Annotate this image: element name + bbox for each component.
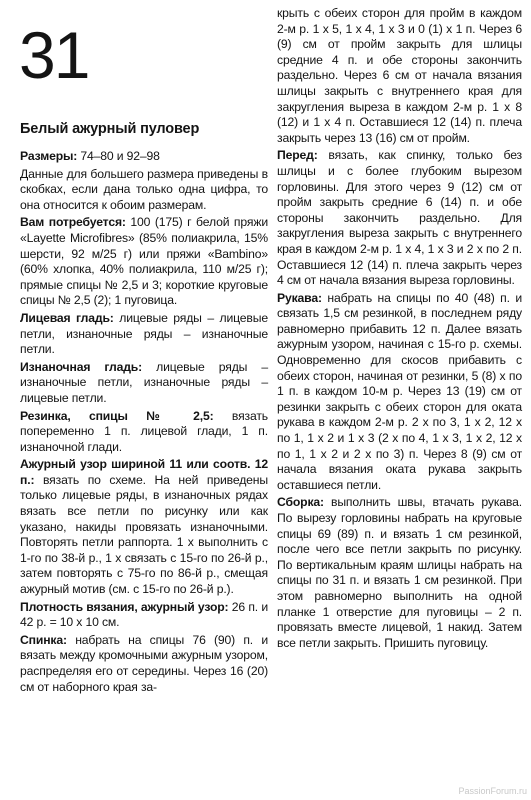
section-text: 100 (175) г белой пряжи «Layette Microfibres» (85% полиакрила, 15% шерсти, 92 м/25 г) или пряжи «Bambino» (60% хлопка, 40% полиакрила, 110 м/25 г); прямые спицы № 2,5 и 3; короткие круговые спицы № 2,5 (2); 1 пуговица. (20, 215, 268, 308)
section-text: набрать на спицы по 40 (48) п. и связать 1,5 см резинкой, в последнем ряду равномерно прибавить 12 п. Далее вязать ажурным узором, начиная с 15-го р. схемы. Одновременно для скосов прибавить с обеих сторон, начиная от резинки, 5 (8) х по 1 п. в каждом 10-м р. Через 13 (19) см от резинки закрыть с обеих сторон для оката рукава в каждом 2-м р. 2 х по 3, 1 х 2, 12 х по 1, 1 х 2 и 1 х 3 (2 х по 4, 1 х 3, 1 х 2, 12 х по 1, 1 х 2 и 2 х по 3) п. Через 8 (9) см от начала вязания оката рукава закрыть оставшиеся петли. (277, 290, 522, 492)
section-back (20, 633, 268, 695)
pattern-title: Белый ажурный пуловер (20, 121, 200, 137)
section-text: 74–80 и 92–98 (77, 149, 160, 163)
section-heading: Размеры: (20, 149, 78, 163)
pattern-number: 31 (19, 18, 89, 92)
section-text: вязать попеременно 1 п. лицевой глади, 1 п. изнаночной глади. (20, 408, 268, 454)
site-watermark: PassionForum.ru (458, 786, 527, 796)
right-column (277, 6, 522, 653)
left-column (20, 0, 268, 697)
section-back-continued (277, 6, 522, 146)
section-heading: Сборка: (277, 495, 324, 510)
section-front (277, 148, 522, 288)
section-reverse-stockinette (20, 360, 268, 407)
section-assembly (277, 495, 522, 651)
section-materials (20, 215, 268, 309)
section-text: набрать на спицы 76 (90) п. и вязать между кромочными ажурным узором, распределяя его от середины. Через 16 (20) см от наборного края за- (20, 632, 268, 694)
section-heading: Перед: (277, 148, 318, 163)
section-text: вязать, как спинку, только без шлицы и с более глубоким вырезом горловины. Для этого через 9 (12) см от пройм закрыть средние 6 (14) п. и обе стороны закончить раздельно. Для закругления выреза закрыть с внутреннего края в каждом 2-м р. 1 х 4, 1 х 3 и 2 х по 2 п. Оставшиеся 12 (14) п. плеча закрыть через 4 см от начала вязания выреза горловины. (277, 148, 522, 288)
section-heading: Изнаночная гладь: (20, 359, 143, 374)
section-heading: Ажурный узор шириной 11 или соотв. 12 п.: (20, 457, 268, 487)
section-text: лицевые ряды – изнаночные петли, изнаночные ряды – лицевые петли. (20, 359, 268, 405)
section-heading: Плотность вязания, ажурный узор: (20, 599, 229, 614)
section-text: выполнить швы, втачать рукава. По вырезу горловины набрать на круговые спицы 69 (89) п. и вязать 1 см резинкой, после чего все петли закрыть по рисунку. По вертикальным краям шлицы набрать на спицы по 31 п. и вязать 1 см резинкой. При этом равномерно выполнить на одной планке 1 отверстие для пуговицы – 2 п. провязать вместе лицевой, 1 накид. Затем все петли закрыть. Пришить пуговицу. (277, 495, 522, 650)
section-stockinette (20, 311, 268, 358)
section-sizes-note (20, 167, 268, 214)
section-text: Данные для большего размера приведены в скобках, если дана только одна цифра, то она относится к обоим размерам. (20, 166, 268, 212)
section-sleeves (277, 291, 522, 494)
section-heading: Вам потребуется: (20, 215, 126, 230)
section-text: крыть с обеих сторон для пройм в каждом 2-м р. 1 х 5, 1 х 4, 1 х 3 и 0 (1) х 1 п. Через 6 (9) см от пройм закрыть для шлицы средние 4 п. и обе стороны закончить раздельно. Через 6 см от начала вязания шлицы закрыть с внутреннего края для закругления выреза в каждом 2-м р. 1 х 8 (12) и 1 х 4 п. Оставшиеся 12 (14) п. плеча закрыть через 13 (16) см от пройм. (277, 6, 522, 145)
section-gauge (20, 600, 268, 631)
section-text: 26 п. и 42 р. = 10 х 10 см. (20, 599, 268, 630)
section-heading: Резинка, спицы № 2,5: (20, 408, 214, 423)
section-lace-pattern (20, 457, 268, 597)
section-heading: Лицевая гладь: (20, 310, 114, 325)
section-text: вязать по схеме. На ней приведены только лицевые ряды, в изнаночных рядах вязать все петли по рисунку или как указано, накиды провязать изнаночными. Повторять петли раппорта. 1 х выполнить с 1-го по 38-й р., 1 х связать с 15-го по 26-й р., затем повторять с 75-го по 86-й р., смещая ажурный мотив (см. с 15-го по 26-й р.). (20, 472, 268, 597)
section-text: лицевые ряды – лицевые петли, изнаночные ряды – изнаночные петли. (20, 310, 268, 357)
section-heading: Спинка: (20, 632, 67, 647)
section-heading: Рукава: (277, 290, 322, 305)
section-sizes (20, 149, 268, 165)
section-rib (20, 409, 268, 456)
